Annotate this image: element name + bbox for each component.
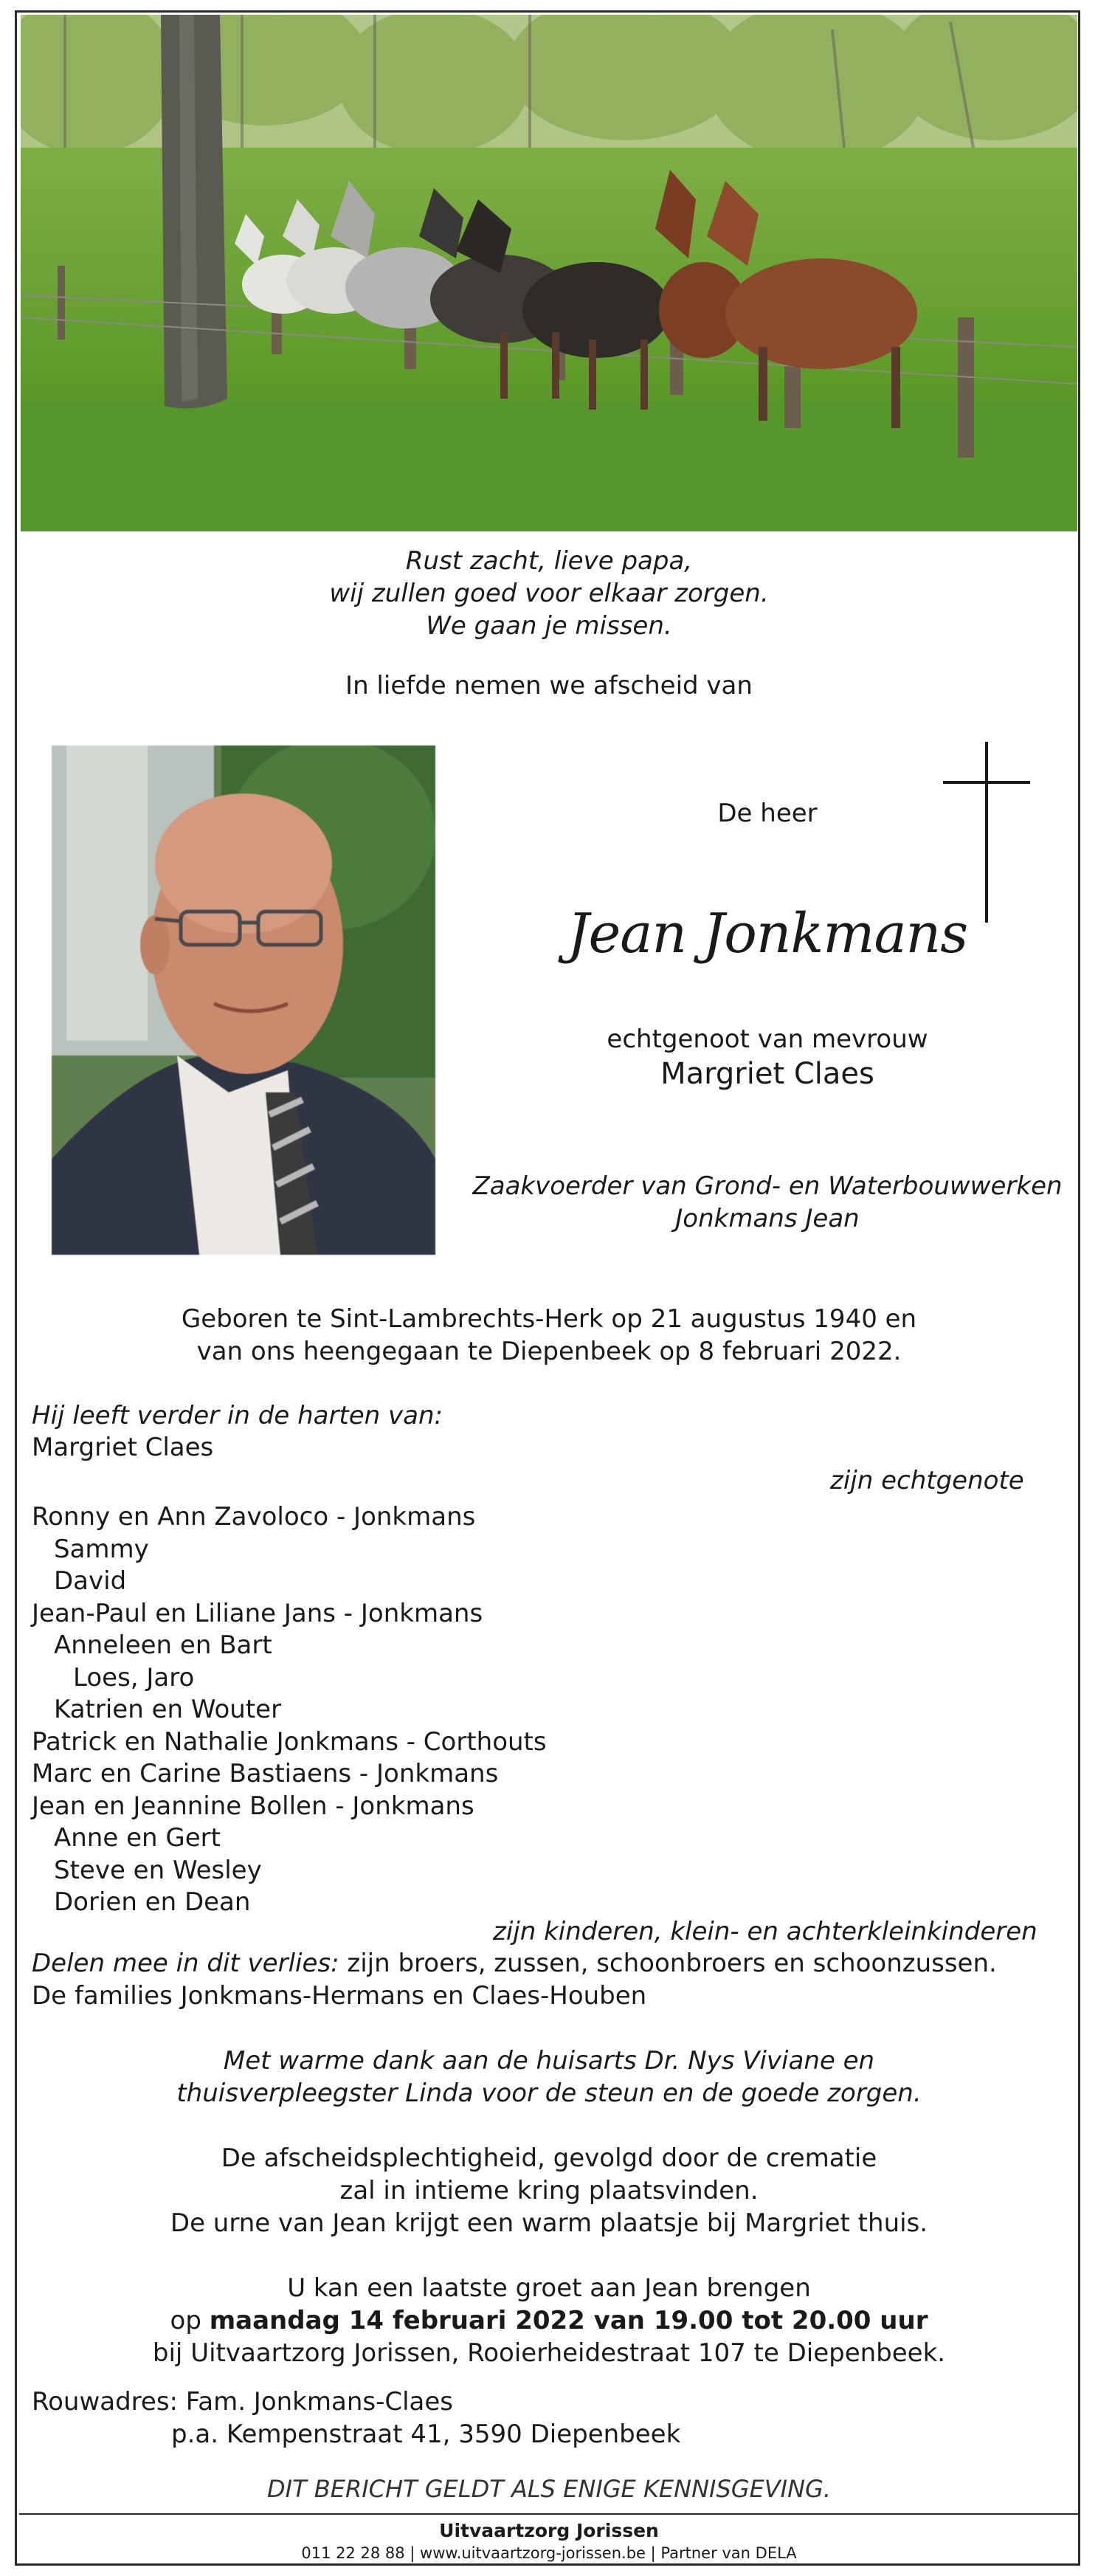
portrait-image [52,745,435,1255]
thanks-line-1: Met warme dank aan de huisarts Dr. Nys Viviane en [223,2046,875,2076]
family-member: Sammy [54,1534,149,1564]
footer-company: Uitvaartzorg Jorissen [439,2520,659,2541]
footer-contact: 011 22 28 88 | www.uitvaartzorg-jorissen.be | Partner van DELA [301,2544,797,2562]
family-member: Marc en Carine Bastiaens - Jonkmans [32,1759,499,1788]
family-member: Ronny en Ann Zavoloco - Jonkmans [32,1502,476,1532]
visit-op: op [170,2306,210,2335]
address-label: Rouwadres: Fam. Jonkmans-Claes [32,2387,454,2417]
address-line: p.a. Kempenstraat 41, 3590 Diepenbeek [171,2420,681,2449]
cross-icon-bar [943,781,1030,784]
footer-divider [19,2513,1079,2515]
family-member: Anne en Gert [54,1823,221,1853]
salutation: De heer [717,799,818,828]
thanks-line-2: thuisverpleegster Linda voor de steun en de goede zorgen. [176,2079,922,2108]
family-member: David [54,1566,127,1596]
share-heading: Delen mee in dit verlies: [32,1949,339,1978]
family-member: Steve en Wesley [54,1855,262,1885]
quote-line-2: wij zullen goed voor elkaar zorgen. [329,579,769,608]
horses-landscape-image [21,15,1077,531]
share-line [32,1948,997,1980]
family-member: Anneleen en Bart [54,1630,272,1660]
occupation-line-1: Zaakvoerder van Grond- en Waterbouwwerken [472,1171,1063,1201]
family-member: Jean en Jeannine Bollen - Jonkmans [32,1791,474,1821]
family-member: Patrick en Nathalie Jonkmans - Corthouts [32,1726,547,1757]
family-member: Loes, Jaro [73,1662,195,1692]
visit-datetime: maandag 14 februari 2022 van 19.00 tot 20.00 uur [209,2306,928,2335]
family-member: Dorien en Dean [54,1887,251,1917]
survivors-heading: Hij leeft verder in de harten van: [32,1401,443,1430]
spouse-intro: echtgenoot van mevrouw [607,1024,928,1054]
ceremony-line-2: zal in intieme kring plaatsvinden. [339,2176,759,2205]
cross-icon [985,742,988,923]
visit-line-1: U kan een laatste groet aan Jean brengen [287,2273,811,2303]
birth-line: Geboren te Sint-Lambrechts-Herk op 21 augustus 1940 en [181,1304,917,1334]
children-label: zijn kinderen, klein- en achterkleinkinderen [493,1917,1037,1946]
header-photo [21,15,1077,531]
portrait-photo [52,745,435,1255]
share-text: zijn broers, zussen, schoonbroers en schoonzussen. [339,1949,997,1978]
visit-line-2 [0,2304,1098,2337]
quote-line-1: Rust zacht, lieve papa, [405,546,693,576]
family-member: Katrien en Wouter [54,1695,282,1724]
deceased-name: Jean Jonkmans [567,902,968,965]
notice-text: DIT BERICHT GELDT ALS ENIGE KENNISGEVING. [266,2475,832,2503]
spouse-name: Margriet Claes [660,1057,874,1091]
families-line: De families Jonkmans-Hermans en Claes-Houben [32,1981,647,2011]
intro-text: In liefde nemen we afscheid van [345,671,753,700]
ceremony-line-3: De urne van Jean krijgt een warm plaatsje bij Margriet thuis. [170,2208,928,2238]
occupation-line-2: Jonkmans Jean [675,1204,860,1233]
ceremony-line-1: De afscheidsplechtigheid, gevolgd door de crematie [221,2143,877,2173]
quote-line-3: We gaan je missen. [426,611,672,641]
spouse-label: zijn echtgenote [830,1466,1024,1495]
death-line: van ons heengegaan te Diepenbeek op 8 februari 2022. [196,1337,902,1366]
spouse-entry: Margriet Claes [32,1433,214,1462]
visit-line-3: bij Uitvaartzorg Jorissen, Rooierheidestraat 107 te Diepenbeek. [152,2338,946,2368]
family-member: Jean-Paul en Liliane Jans - Jonkmans [32,1598,483,1628]
